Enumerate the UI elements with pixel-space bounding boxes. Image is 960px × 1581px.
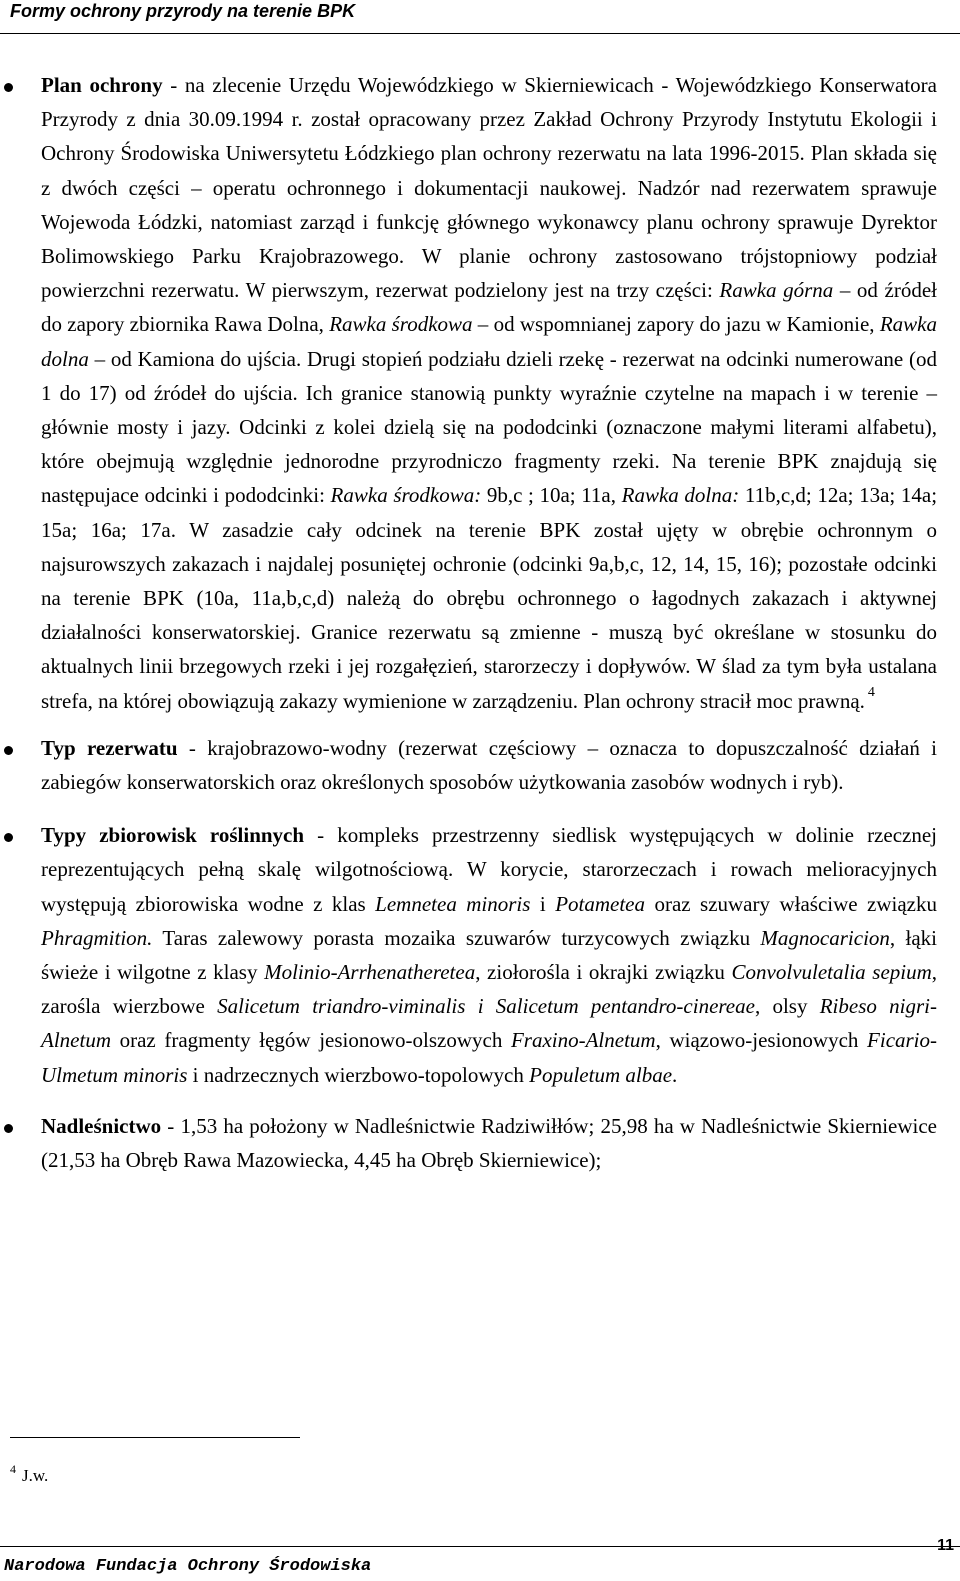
list-item-title: Typy zbiorowisk roślinnych (41, 823, 305, 848)
paragraph-text: - kompleks przestrzenny siedlisk występujących w dolinie rzecznej reprezentujących pełną skalę wilgotnościową. W korycie, starorzeczach i rowach melioracyjnych występują zbiorowiska wodne z klas (41, 823, 937, 916)
paragraph-text: oraz fragmenty łęgów jesionowo-olszowych (110, 1028, 511, 1053)
italic-text: Rawka dolna: (621, 483, 740, 508)
paragraph-text: , wiązowo-jesionowych (655, 1028, 868, 1053)
italic-text: Rawka dolna (41, 312, 937, 371)
bullet-icon (4, 1124, 13, 1133)
list-item-title: Typ rezerwatu (41, 735, 178, 760)
italic-text: Phragmition. (41, 925, 153, 950)
list-item-typ-rezerwatu (0, 731, 960, 799)
header-divider (0, 33, 960, 34)
list-item-paragraph (41, 73, 937, 713)
list-item-paragraph (41, 736, 937, 794)
footnote-reference: 4 (867, 684, 875, 700)
list-item-paragraph (41, 823, 937, 1086)
paragraph-text: i (530, 891, 556, 916)
footnote-divider (10, 1437, 300, 1438)
paragraph-text: , olsy (754, 994, 820, 1019)
list-item-nadlesnictwo (0, 1109, 960, 1177)
paragraph-text: - na zlecenie Urzędu Wojewódzkiego w Skierniewicach - Wojewódzkiego Konserwatora Przyrody z dnia 30.09.1994 r. został opracowany przez Zakład Ochrony Przyrody Instytutu Ekologii i Ochrony Środowiska Uniwersytetu Łódzkiego plan ochrony rezerwatu na lata 1996-2015. Plan składa się z dwóch części – operatu ochronnego i dokumentacji naukowej. Nadzór nad rezerwatem sprawuje Wojewoda Łódzki, natomiast zarząd i funkcję głównego wykonawcy planu ochrony sprawuje Dyrektor Bolimowskiego Parku Krajobrazowego. W planie ochrony zastosowano trójstopniowy podział powierzchni rezerwatu. W pierwszym, rezerwat podzielony jest na trzy części: (41, 73, 937, 303)
list-item-paragraph (41, 1114, 937, 1172)
list-item-typy-zbiorowisk (0, 818, 960, 1092)
italic-text: Molinio-Arrhenatheretea (264, 960, 476, 985)
paragraph-text: 9b,c ; 10a; 11a, (481, 483, 622, 508)
paragraph-text: 11b,c,d; 12a; 13a; 14a; 15a; 16a; 17a. W zasadzie cały odcinek na terenie BPK został ujęty w obrębie ochronnym o najsurowszych zakazach i najdalej posuniętej ochronie (odcinki 9a,b,c, 12, 14, 15, 16); pozostałe odcinki na terenie BPK (10a, 11a,b,c,d) należą do obrębu ochronnego o łagodnych zakazach i aktywnej działalności konserwatorskiej. Granice rezerwatu są zmienne - muszą być określane w stosunku do aktualnych linii brzegowych rzeki i jej rozgałęzień, starorzeczy i dopływów. W ślad za tym była ustalana strefa, na której obowiązują zakazy wymienione w zarządzeniu. Plan ochrony stracił moc prawną. (41, 483, 938, 713)
page-number: 11 (937, 1537, 954, 1554)
list-item-title: Nadleśnictwo (41, 1113, 162, 1138)
paragraph-text: – od źródeł do zapory zbiornika Rawa Dolna, (41, 278, 937, 337)
paragraph-text: – od Kamiona do ujścia. Drugi stopień podziału dzieli rzekę - rezerwat na odcinki numerowane (od 1 do 17) od źródeł do ujścia. Ich granice stanowią punkty wyraźnie czytelne na mapach i w terenie – głównie mosty i jazy. Odcinki z kolei dzielą się na pododcinki (oznaczone małymi literami alfabetu), które obejmują względnie jednorodne przyrodniczo fragmenty rzeki. Na terenie BPK znajdują się następujace odcinki i pododcinki: (41, 346, 937, 508)
paragraph-text: , zarośla wierzbowe (41, 960, 938, 1019)
italic-text: Ribeso nigri-Alnetum (41, 994, 937, 1053)
document-body (0, 68, 960, 1177)
italic-text: Fraxino-Alnetum (510, 1028, 656, 1053)
running-header-title: Formy ochrony przyrody na terenie BPK (10, 1, 356, 21)
italic-text: Populetum albae (529, 1062, 673, 1087)
list-item-plan-ochrony (0, 68, 960, 718)
bullet-icon (4, 833, 13, 842)
italic-text: Magnocaricion (760, 925, 890, 950)
paragraph-text: – od wspomnianej zapory do jazu w Kamionie, (472, 312, 880, 337)
paragraph-text: , ziołorośla i okrajki związku (475, 960, 732, 985)
paragraph-text: oraz szuwary właściwe związku (645, 891, 937, 916)
italic-text: Lemnetea minoris (375, 891, 531, 916)
paragraph-text: i nadrzecznych wierzbowo-topolowych (187, 1062, 530, 1087)
bullet-icon (4, 83, 13, 92)
italic-text: Salicetum triandro-viminalis i Salicetum pentandro-cinereae (217, 994, 755, 1019)
paragraph-text: - 1,53 ha położony w Nadleśnictwie Radziwiłłów; 25,98 ha w Nadleśnictwie Skierniewice (21,53 ha Obręb Rawa Mazowiecka, 4,45 ha Obręb Skierniewice); (41, 1113, 937, 1173)
footer-organization: Narodowa Fundacja Ochrony Środowiska (4, 1557, 372, 1576)
paragraph-text: Taras zalewowy porasta mozaika szuwarów turzycowych związku (152, 925, 761, 950)
paragraph-text: . (672, 1062, 678, 1087)
list-item-title: Plan ochrony (41, 73, 163, 97)
paragraph-text: - krajobrazowo-wodny (rezerwat częściowy – oznacza to dopuszczalność działań i zabiegów konserwatorskich oraz określonych sposobów użytkowania zasobów wodnych i ryb). (41, 735, 937, 795)
italic-text: Rawka środkowa (329, 312, 473, 337)
paragraph-text: , łąki świeże i wilgotne z klasy (41, 925, 937, 985)
italic-text: Potametea (555, 891, 645, 916)
footnote-marker: 4 (10, 1462, 16, 1476)
italic-text: Rawka górna (719, 278, 834, 303)
footer-divider (0, 1546, 960, 1547)
italic-text: Rawka środkowa: (330, 483, 482, 508)
italic-text: Ficario-Ulmetum minoris (41, 1028, 938, 1087)
footnote (10, 1462, 49, 1486)
footnote-text: J.w. (22, 1466, 49, 1485)
bullet-icon (4, 746, 13, 755)
italic-text: Convolvuletalia sepium (731, 960, 932, 985)
